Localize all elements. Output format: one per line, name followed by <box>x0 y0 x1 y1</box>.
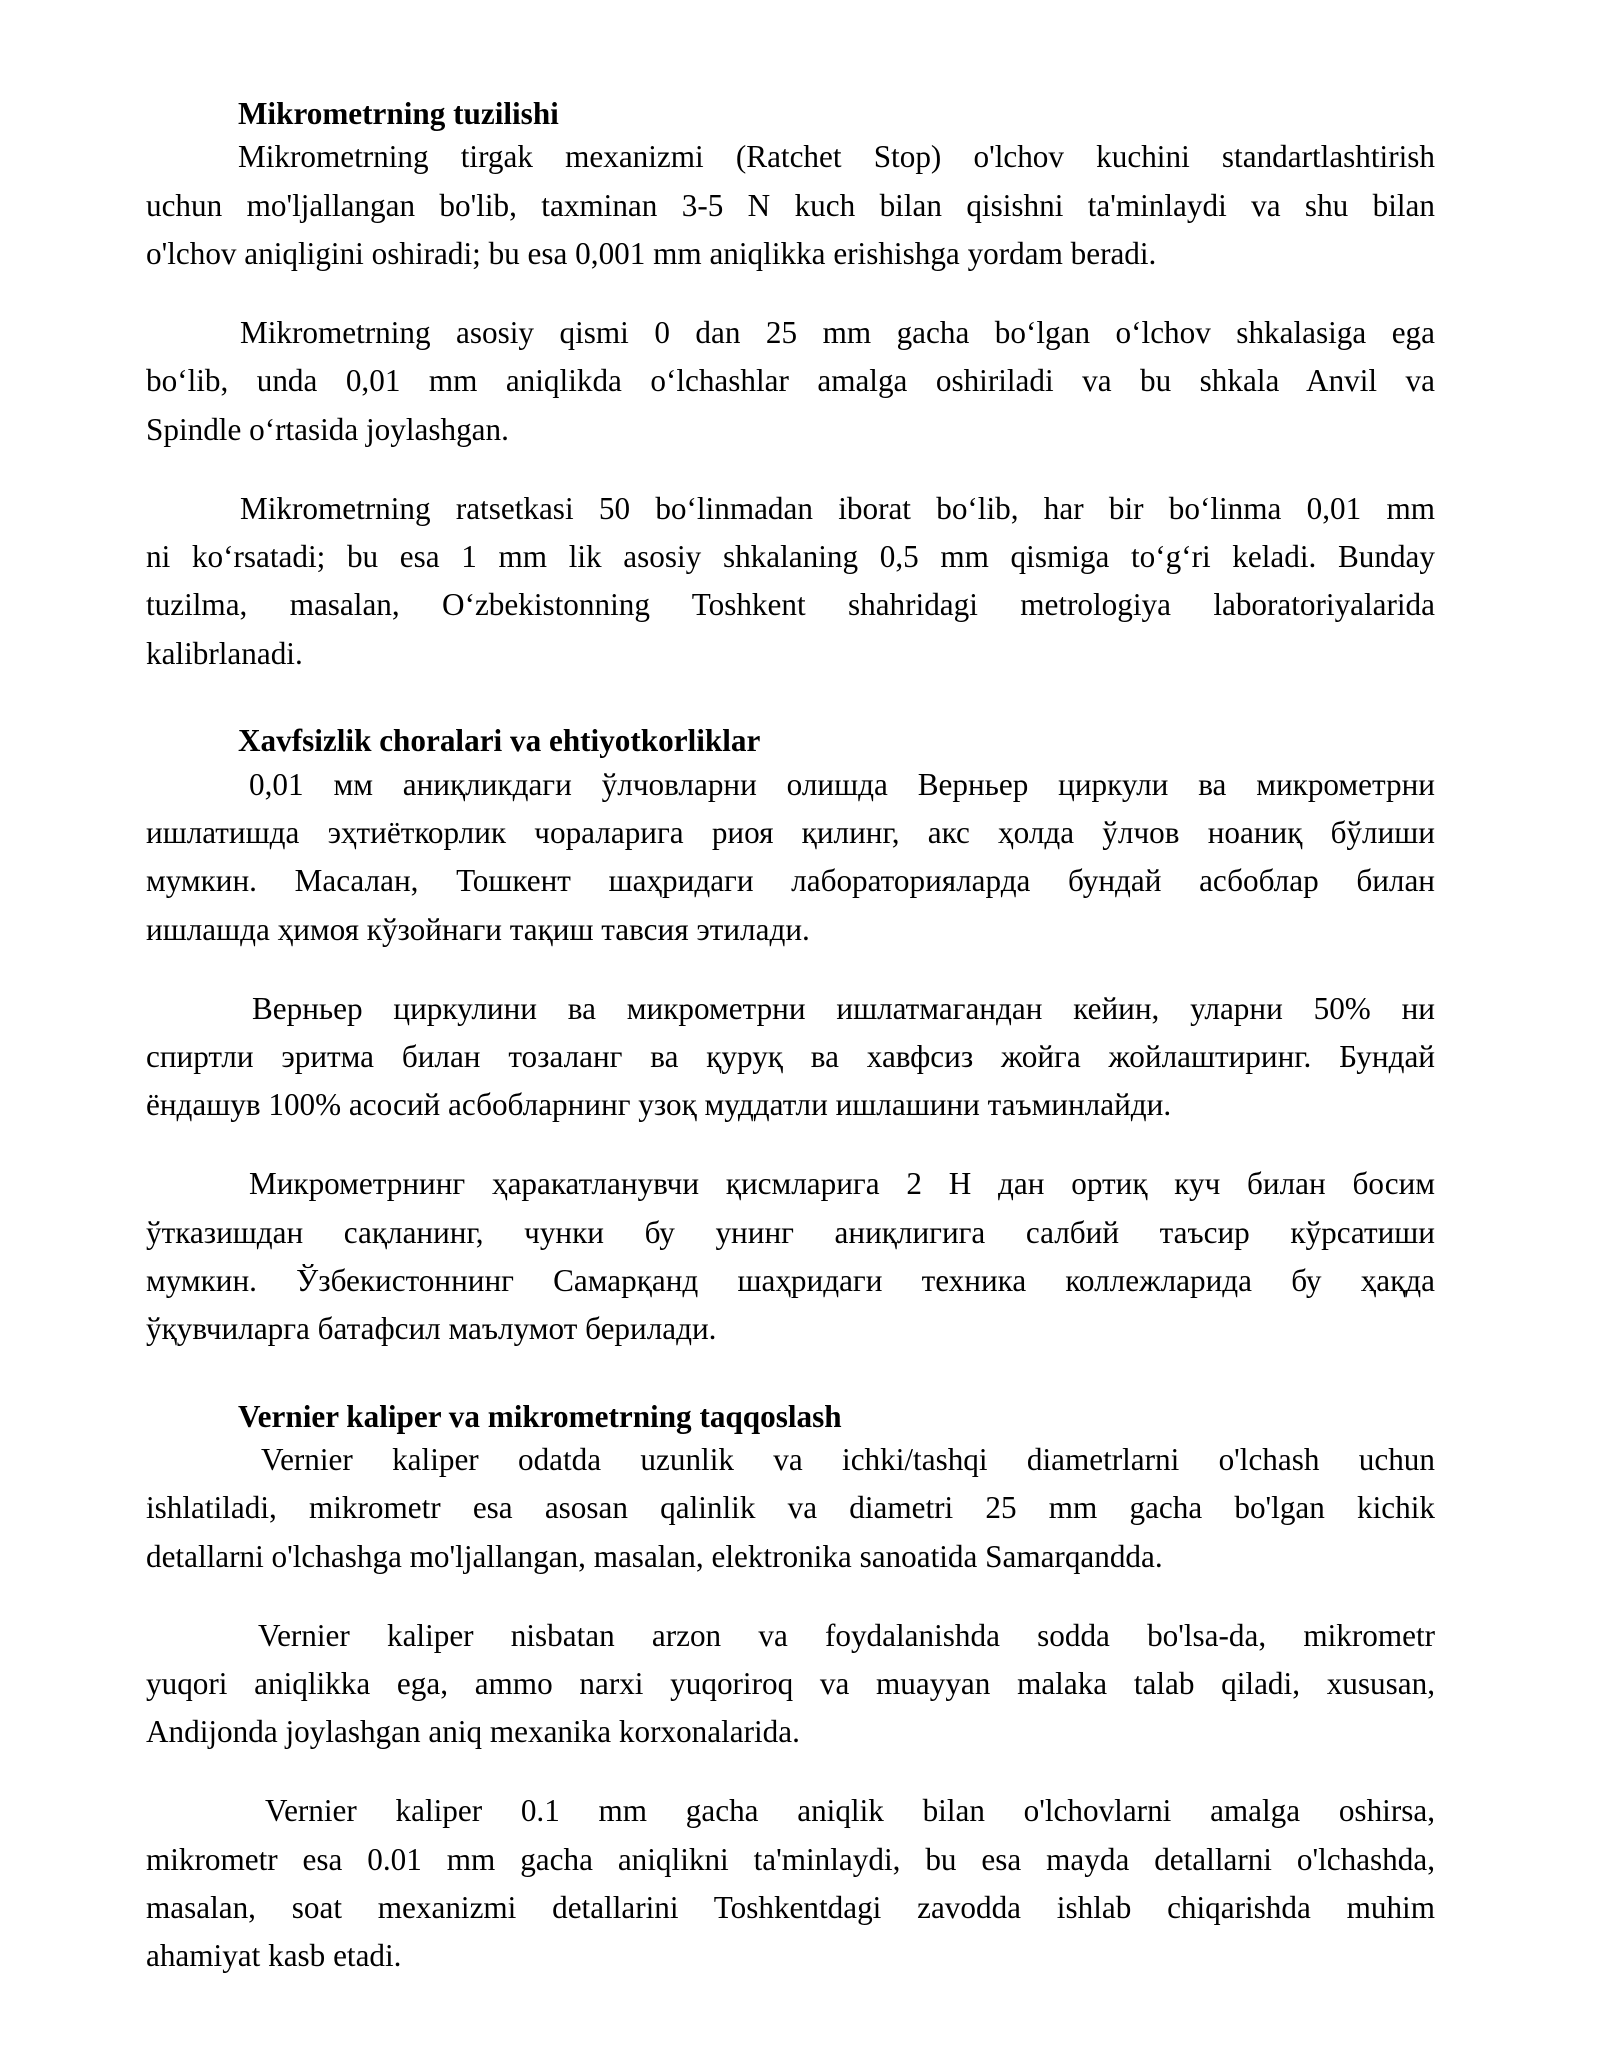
text-line: 0,01 мм аниқликдаги ўлчовларни олишда Верньер циркули ва микрометрни <box>249 766 1435 802</box>
paragraph <box>146 1436 1435 1581</box>
section-heading: Xavfsizlik choralari va ehtiyotkorliklar <box>238 723 761 759</box>
text-line: Andijonda joylashgan aniq mexanika korxonalarida. <box>146 1714 800 1750</box>
text-line: ишлатишда эҳтиёткорлик чораларига риоя қилинг, акс ҳолда ўлчов ноаниқ бўлиши <box>146 814 1435 850</box>
text-line: ўтказишдан сақланинг, чунки бу унинг аниқлигига салбий таъсир кўрсатиши <box>146 1214 1435 1250</box>
text-line: мумкин. Ўзбекистоннинг Самарқанд шаҳридаги техника коллежларида бу ҳақда <box>146 1262 1435 1298</box>
text-line: Верньер циркулини ва микрометрни ишлатмагандан кейин, уларни 50% ни <box>252 990 1435 1026</box>
text-line: Spindle o‘rtasida joylashgan. <box>146 411 509 447</box>
text-line: o'lchov aniqligini oshiradi; bu esa 0,001 mm aniqlikka erishishga yordam beradi. <box>146 236 1157 272</box>
text-line: uchun mo'ljallangan bo'lib, taxminan 3-5 N kuch bilan qisishni ta'minlaydi va shu bilan <box>146 187 1435 223</box>
text-line: ni ko‘rsatadi; bu esa 1 mm lik asosiy shkalaning 0,5 mm qismiga to‘g‘ri keladi. Bunday <box>146 539 1435 575</box>
section-heading: Vernier kaliper va mikrometrning taqqoslash <box>238 1398 842 1434</box>
text-line: ishlatiladi, mikrometr esa asosan qalinlik va diametri 25 mm gacha bo'lgan kichik <box>146 1490 1435 1526</box>
text-line: Mikrometrning asosiy qismi 0 dan 25 mm gacha bo‘lgan o‘lchov shkalasiga ega <box>240 315 1435 351</box>
text-line: Микрометрнинг ҳаракатланувчи қисмларига 2 Н дан ортиқ куч билан босим <box>249 1166 1435 1202</box>
text-line: Vernier kaliper nisbatan arzon va foydalanishda sodda bo'lsa-da, mikrometr <box>258 1617 1435 1653</box>
text-line: ёндашув 100% асосий асбобларнинг узоқ муддатли ишлашини таъминлайди. <box>146 1087 1172 1123</box>
paragraph <box>146 133 1435 278</box>
text-line: tuzilma, masalan, O‘zbekistonning Toshkent shahridagi metrologiya laboratoriyalarida <box>146 587 1435 623</box>
paragraph <box>146 761 1435 954</box>
paragraph <box>146 485 1435 678</box>
text-line: ишлашда ҳимоя кўзойнаги тақиш тавсия этилади. <box>146 911 810 947</box>
section-safety-precautions <box>146 717 1435 1354</box>
document-page <box>146 90 1435 2011</box>
paragraph <box>146 1787 1435 1980</box>
section-heading: Mikrometrning tuzilishi <box>238 96 559 131</box>
section-vernier-vs-micrometer <box>146 1393 1435 1981</box>
text-line: detallarni o'lchashga mo'ljallangan, masalan, elektronika sanoatida Samarqandda. <box>146 1538 1163 1574</box>
paragraph <box>146 1160 1435 1353</box>
text-line: спиртли эритма билан тозаланг ва қуруқ ва хавфсиз жойга жойлаштиринг. Бундай <box>146 1038 1435 1074</box>
text-line: mikrometr esa 0.01 mm gacha aniqlikni ta'minlaydi, bu esa mayda detallarni o'lchashda, <box>146 1841 1435 1877</box>
text-line: kalibrlanadi. <box>146 635 303 671</box>
section-micrometer-structure <box>146 90 1435 678</box>
text-line: Mikrometrning tirgak mexanizmi (Ratchet Stop) o'lchov kuchini standartlashtirish <box>238 139 1435 175</box>
text-line: ahamiyat kasb etadi. <box>146 1938 402 1974</box>
text-line: bo‘lib, unda 0,01 mm aniqlikda o‘lchashlar amalga oshiriladi va bu shkala Anvil va <box>146 363 1435 399</box>
paragraph <box>146 1612 1435 1757</box>
text-line: мумкин. Масалан, Тошкент шаҳридаги лабораторияларда бундай асбоблар билан <box>146 863 1435 899</box>
text-line: masalan, soat mexanizmi detallarini Toshkentdagi zavodda ishlab chiqarishda muhim <box>146 1890 1435 1926</box>
text-line: Vernier kaliper odatda uzunlik va ichki/tashqi diametrlarni o'lchash uchun <box>261 1442 1435 1477</box>
paragraph <box>146 985 1435 1130</box>
text-line: yuqori aniqlikka ega, ammo narxi yuqoriroq va muayyan malaka talab qiladi, xususan, <box>146 1666 1435 1702</box>
paragraph <box>146 309 1435 454</box>
text-line: Mikrometrning ratsetkasi 50 bo‘linmadan iborat bo‘lib, har bir bo‘linma 0,01 mm <box>240 490 1435 526</box>
text-line: ўқувчиларга батафсил маълумот берилади. <box>146 1311 717 1347</box>
text-line: Vernier kaliper 0.1 mm gacha aniqlik bilan o'lchovlarni amalga oshirsa, <box>265 1793 1435 1829</box>
